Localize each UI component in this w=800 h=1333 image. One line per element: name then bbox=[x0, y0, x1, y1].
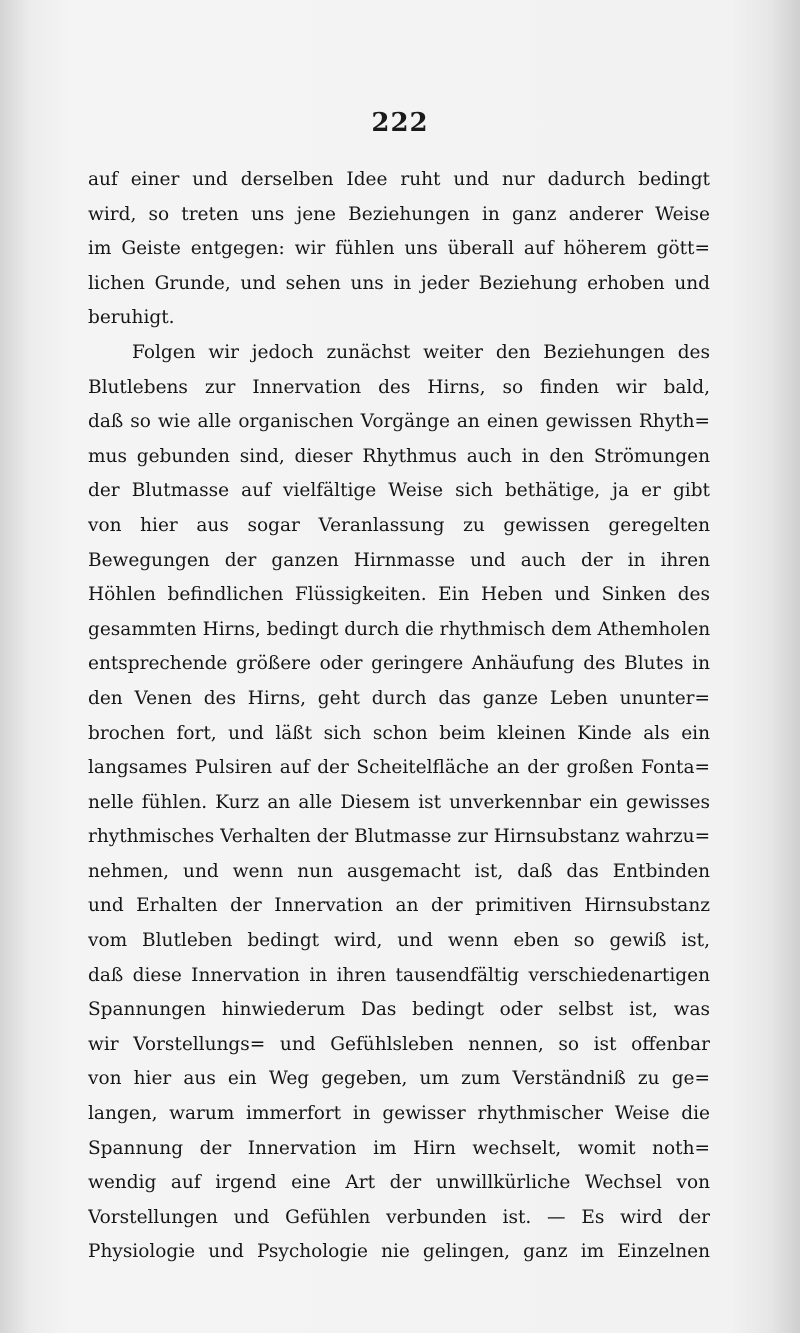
page-number: 222 bbox=[371, 108, 429, 138]
text-line: Spannung der Innervation im Hirn wechselt, womit noth= bbox=[88, 1137, 710, 1159]
text-line: der Blutmasse auf vielfältige Weise sich bethätige, ja er gibt bbox=[88, 480, 710, 502]
text-line: nehmen, und wenn nun ausgemacht ist, daß das Entbinden bbox=[88, 860, 710, 882]
text-line: daß so wie alle organischen Vorgänge an einen gewissen Rhyth= bbox=[88, 411, 710, 433]
text-line: Spannungen hinwiederum Das bedingt oder selbst ist, was bbox=[88, 999, 710, 1021]
text-line: nelle fühlen. Kurz an alle Diesem ist unverkennbar ein gewisses bbox=[88, 791, 710, 813]
text-line: brochen fort, und läßt sich schon beim kleinen Kinde als ein bbox=[88, 722, 710, 744]
text-line: Folgen wir jedoch zunächst weiter den Beziehungen des bbox=[132, 341, 710, 363]
text-line: lichen Grunde, und sehen uns in jeder Beziehung erhoben und bbox=[88, 272, 710, 294]
text-line: von hier aus ein Weg gegeben, um zum Verständniß zu ge= bbox=[88, 1068, 710, 1090]
text-line: Physiologie und Psychologie nie gelingen, ganz im Einzelnen bbox=[88, 1241, 710, 1263]
text-line: Höhlen befindlichen Flüssigkeiten. Ein Heben und Sinken des bbox=[88, 584, 710, 606]
text-line: Bewegungen der ganzen Hirnmasse und auch der in ihren bbox=[88, 549, 710, 571]
text-line: langen, warum immerfort in gewisser rhythmischer Weise die bbox=[88, 1103, 710, 1125]
text-line: langsames Pulsiren auf der Scheitelfläche an der großen Fonta= bbox=[88, 757, 710, 779]
text-line: Blutlebens zur Innervation des Hirns, so finden wir bald, bbox=[88, 376, 710, 398]
text-line: wir Vorstellungs= und Gefühlsleben nennen, so ist offenbar bbox=[88, 1033, 710, 1055]
body-text bbox=[88, 163, 710, 1270]
text-line: rhythmisches Verhalten der Blutmasse zur Hirnsubstanz wahrzu= bbox=[88, 826, 710, 848]
text-line: auf einer und derselben Idee ruht und nur dadurch bedingt bbox=[88, 169, 710, 190]
text-line: entsprechende größere oder geringere Anhäufung des Blutes in bbox=[88, 653, 710, 675]
text-line: vom Blutleben bedingt wird, und wenn eben so gewiß ist, bbox=[88, 930, 710, 952]
text-line: und Erhalten der Innervation an der primitiven Hirnsubstanz bbox=[88, 895, 710, 917]
text-line: im Geiste entgegen: wir fühlen uns überall auf höherem gött= bbox=[88, 238, 710, 260]
text-line: mus gebunden sind, dieser Rhythmus auch in den Strömungen bbox=[88, 445, 710, 467]
text-line: beruhigt. bbox=[88, 307, 175, 329]
text-line: wendig auf irgend eine Art der unwillkürliche Wechsel von bbox=[88, 1172, 710, 1194]
text-line: Vorstellungen und Gefühlen verbunden ist. — Es wird der bbox=[88, 1206, 710, 1228]
text-line: gesammten Hirns, bedingt durch die rhythmisch dem Athemholen bbox=[88, 618, 710, 640]
text-line: von hier aus sogar Veranlassung zu gewissen geregelten bbox=[88, 514, 710, 536]
text-line: wird, so treten uns jene Beziehungen in ganz anderer Weise bbox=[88, 203, 710, 225]
text-line: den Venen des Hirns, geht durch das ganze Leben ununter= bbox=[88, 687, 710, 709]
text-line: daß diese Innervation in ihren tausendfältig verschiedenartigen bbox=[88, 964, 710, 986]
